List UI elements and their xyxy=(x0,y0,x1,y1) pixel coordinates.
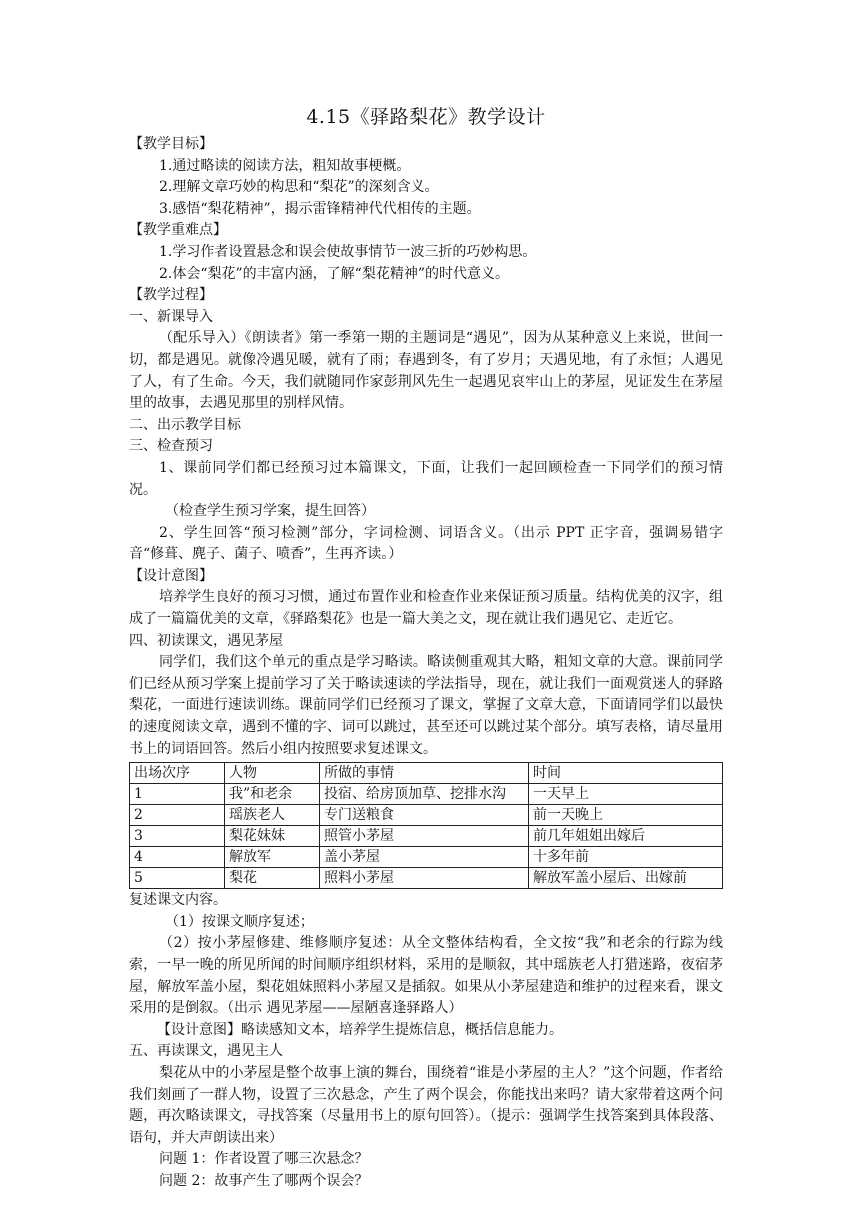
story-table xyxy=(129,762,723,889)
design-intent-paragraph: 培养学生良好的预习习惯，通过布置作业和检查作业来保证预习质量。结构优美的汉字，组成了一篇篇优美的文章，《驿路梨花》也是一篇大美之文，现在就让我们遇见它、走近它。 xyxy=(129,589,723,628)
table-cell: 照料小茅屋 xyxy=(320,868,529,889)
retell-item-2: （2）按小茅屋修建、维修顺序复述：从全文整体结构看，全文按“我”和老余的行踪为线索，一早一晚的所见所闻的时间顺序组织材料，采用的是顺叙，其中瑶族老人打猎迷路，夜宿茅屋，解放军盖小屋，梨花姐妹照料小茅屋又是插叙。如果从小茅屋建造和维护的过程来看，课文采用的是倒叙。（出示 遇见茅屋——屋陋喜逢驿路人） xyxy=(129,935,723,1017)
keypoint-item: 1.学习作者设置悬念和误会使故事情节一波三折的巧妙构思。 xyxy=(159,243,537,260)
section-3-heading: 三、检查预习 xyxy=(129,438,213,455)
table-cell: 1 xyxy=(130,784,225,805)
table-cell: 十多年前 xyxy=(529,847,723,868)
table-cell: 梨花 xyxy=(225,868,320,889)
table-cell: 一天早上 xyxy=(529,784,723,805)
document-page xyxy=(129,103,723,1193)
table-cell: 前几年姐姐出嫁后 xyxy=(529,826,723,847)
goal-item: 1.通过略读的阅读方法，粗知故事梗概。 xyxy=(159,157,411,174)
section-1-heading: 一、新课导入 xyxy=(129,308,213,325)
goal-item: 2.理解文章巧妙的构思和“梨花”的深刻含义。 xyxy=(159,179,439,196)
section-1-paragraph: （配乐导入）《朗读者》第一季第一期的主题词是“遇见”，因为从某种意义上来说，世间一切，都是遇见。就像冷遇见暖，就有了雨；春遇到冬，有了岁月；天遇见地，有了永恒；人遇见了人，有了生命。今天，我们就随同作家彭荆风先生一起遇见哀牢山上的茅屋，见证发生在茅屋里的故事，去遇见那里的别样风情。 xyxy=(129,330,723,412)
keypoint-item: 2.体会“梨花”的丰富内涵，了解“梨花精神”的时代意义。 xyxy=(159,265,509,282)
table-header-cell: 所做的事情 xyxy=(320,763,529,784)
table-row xyxy=(130,847,723,868)
table-cell: 梨花妹妹 xyxy=(225,826,320,847)
table-cell: 5 xyxy=(130,868,225,889)
table-header-cell: 人物 xyxy=(225,763,320,784)
table-cell: 解放军 xyxy=(225,847,320,868)
table-cell: 4 xyxy=(130,847,225,868)
section-5-heading: 五、再读课文，遇见主人 xyxy=(129,1043,283,1060)
section-3-paragraph-3: 2、学生回答“预习检测”部分，字词检测、词语含义。（出示 PPT 正字音，强调易错字音“修葺、麂子、菌子、喷香”，生再齐读。） xyxy=(129,524,723,563)
table-header-cell: 出场次序 xyxy=(130,763,225,784)
section-4-heading: 四、初读课文，遇见茅屋 xyxy=(129,632,283,649)
page-title: 4.15《驿路梨花》教学设计 xyxy=(306,106,546,128)
section-2-heading: 二、出示教学目标 xyxy=(129,416,241,433)
table-cell: 专门送粮食 xyxy=(320,805,529,826)
table-header-cell: 时间 xyxy=(529,763,723,784)
table-header-row xyxy=(130,763,723,784)
question-1: 问题 1：作者设置了哪三次悬念？ xyxy=(159,1151,369,1168)
section-4-paragraph: 同学们，我们这个单元的重点是学习略读。略读侧重观其大略，粗知文章的大意。课前同学们已经从预习学案上提前学习了关于略读速读的学法指导，现在，就让我们一面观赏迷人的驿路梨花，一面进行速读训练。课前同学们已经预习了课文，掌握了文章大意，下面请同学们以最快的速度阅读文章，遇到不懂的字、词可以跳过，甚至还可以跳过某个部分。填写表格，请尽量用书上的词语回答。然后小组内按照要求复述课文。 xyxy=(129,654,723,757)
table-cell: 投宿、给房顶加草、挖排水沟 xyxy=(320,784,529,805)
retell-heading: 复述课文内容。 xyxy=(129,892,227,909)
section-3-paragraph-1: 1、课前同学们都已经预习过本篇课文，下面，让我们一起回顾检查一下同学们的预习情况。 xyxy=(129,459,723,498)
design-intent-line: 【设计意图】略读感知文本，培养学生提炼信息，概括信息能力。 xyxy=(157,1021,563,1038)
table-row xyxy=(130,826,723,847)
question-2: 问题 2：故事产生了哪两个误会？ xyxy=(159,1172,369,1189)
table-cell: 瑶族老人 xyxy=(225,805,320,826)
process-heading: 【教学过程】 xyxy=(129,287,213,304)
retell-item-1: （1）按课文顺序复述； xyxy=(165,913,314,930)
section-5-paragraph: 梨花从中的小茅屋是整个故事上演的舞台，围绕着“谁是小茅屋的主人？”这个问题，作者给我们刻画了一群人物，设置了三次悬念，产生了两个误会，你能找出来吗？请大家带着这两个问题，再次略读课文，寻找答案（尽量用书上的原句回答）。（提示：强调学生找答案到具体段落、语句，并大声朗读出来） xyxy=(129,1064,723,1146)
table-cell: 前一天晚上 xyxy=(529,805,723,826)
keypoints-heading: 【教学重难点】 xyxy=(129,222,227,239)
goals-heading: 【教学目标】 xyxy=(129,136,213,152)
table-cell: 解放军盖小屋后、出嫁前 xyxy=(529,868,723,889)
goal-item: 3.感悟“梨花精神”，揭示雷锋精神代代相传的主题。 xyxy=(159,200,481,217)
design-intent-heading: 【设计意图】 xyxy=(129,567,213,584)
table-row xyxy=(130,784,723,805)
table-cell: 照管小茅屋 xyxy=(320,826,529,847)
table-cell: 我”和老余 xyxy=(225,784,320,805)
table-cell: 盖小茅屋 xyxy=(320,847,529,868)
table-row xyxy=(130,805,723,826)
table-row xyxy=(130,868,723,889)
table-cell: 2 xyxy=(130,805,225,826)
table-cell: 3 xyxy=(130,826,225,847)
section-3-paragraph-2: （检查学生预习学案，提生回答） xyxy=(165,503,375,520)
